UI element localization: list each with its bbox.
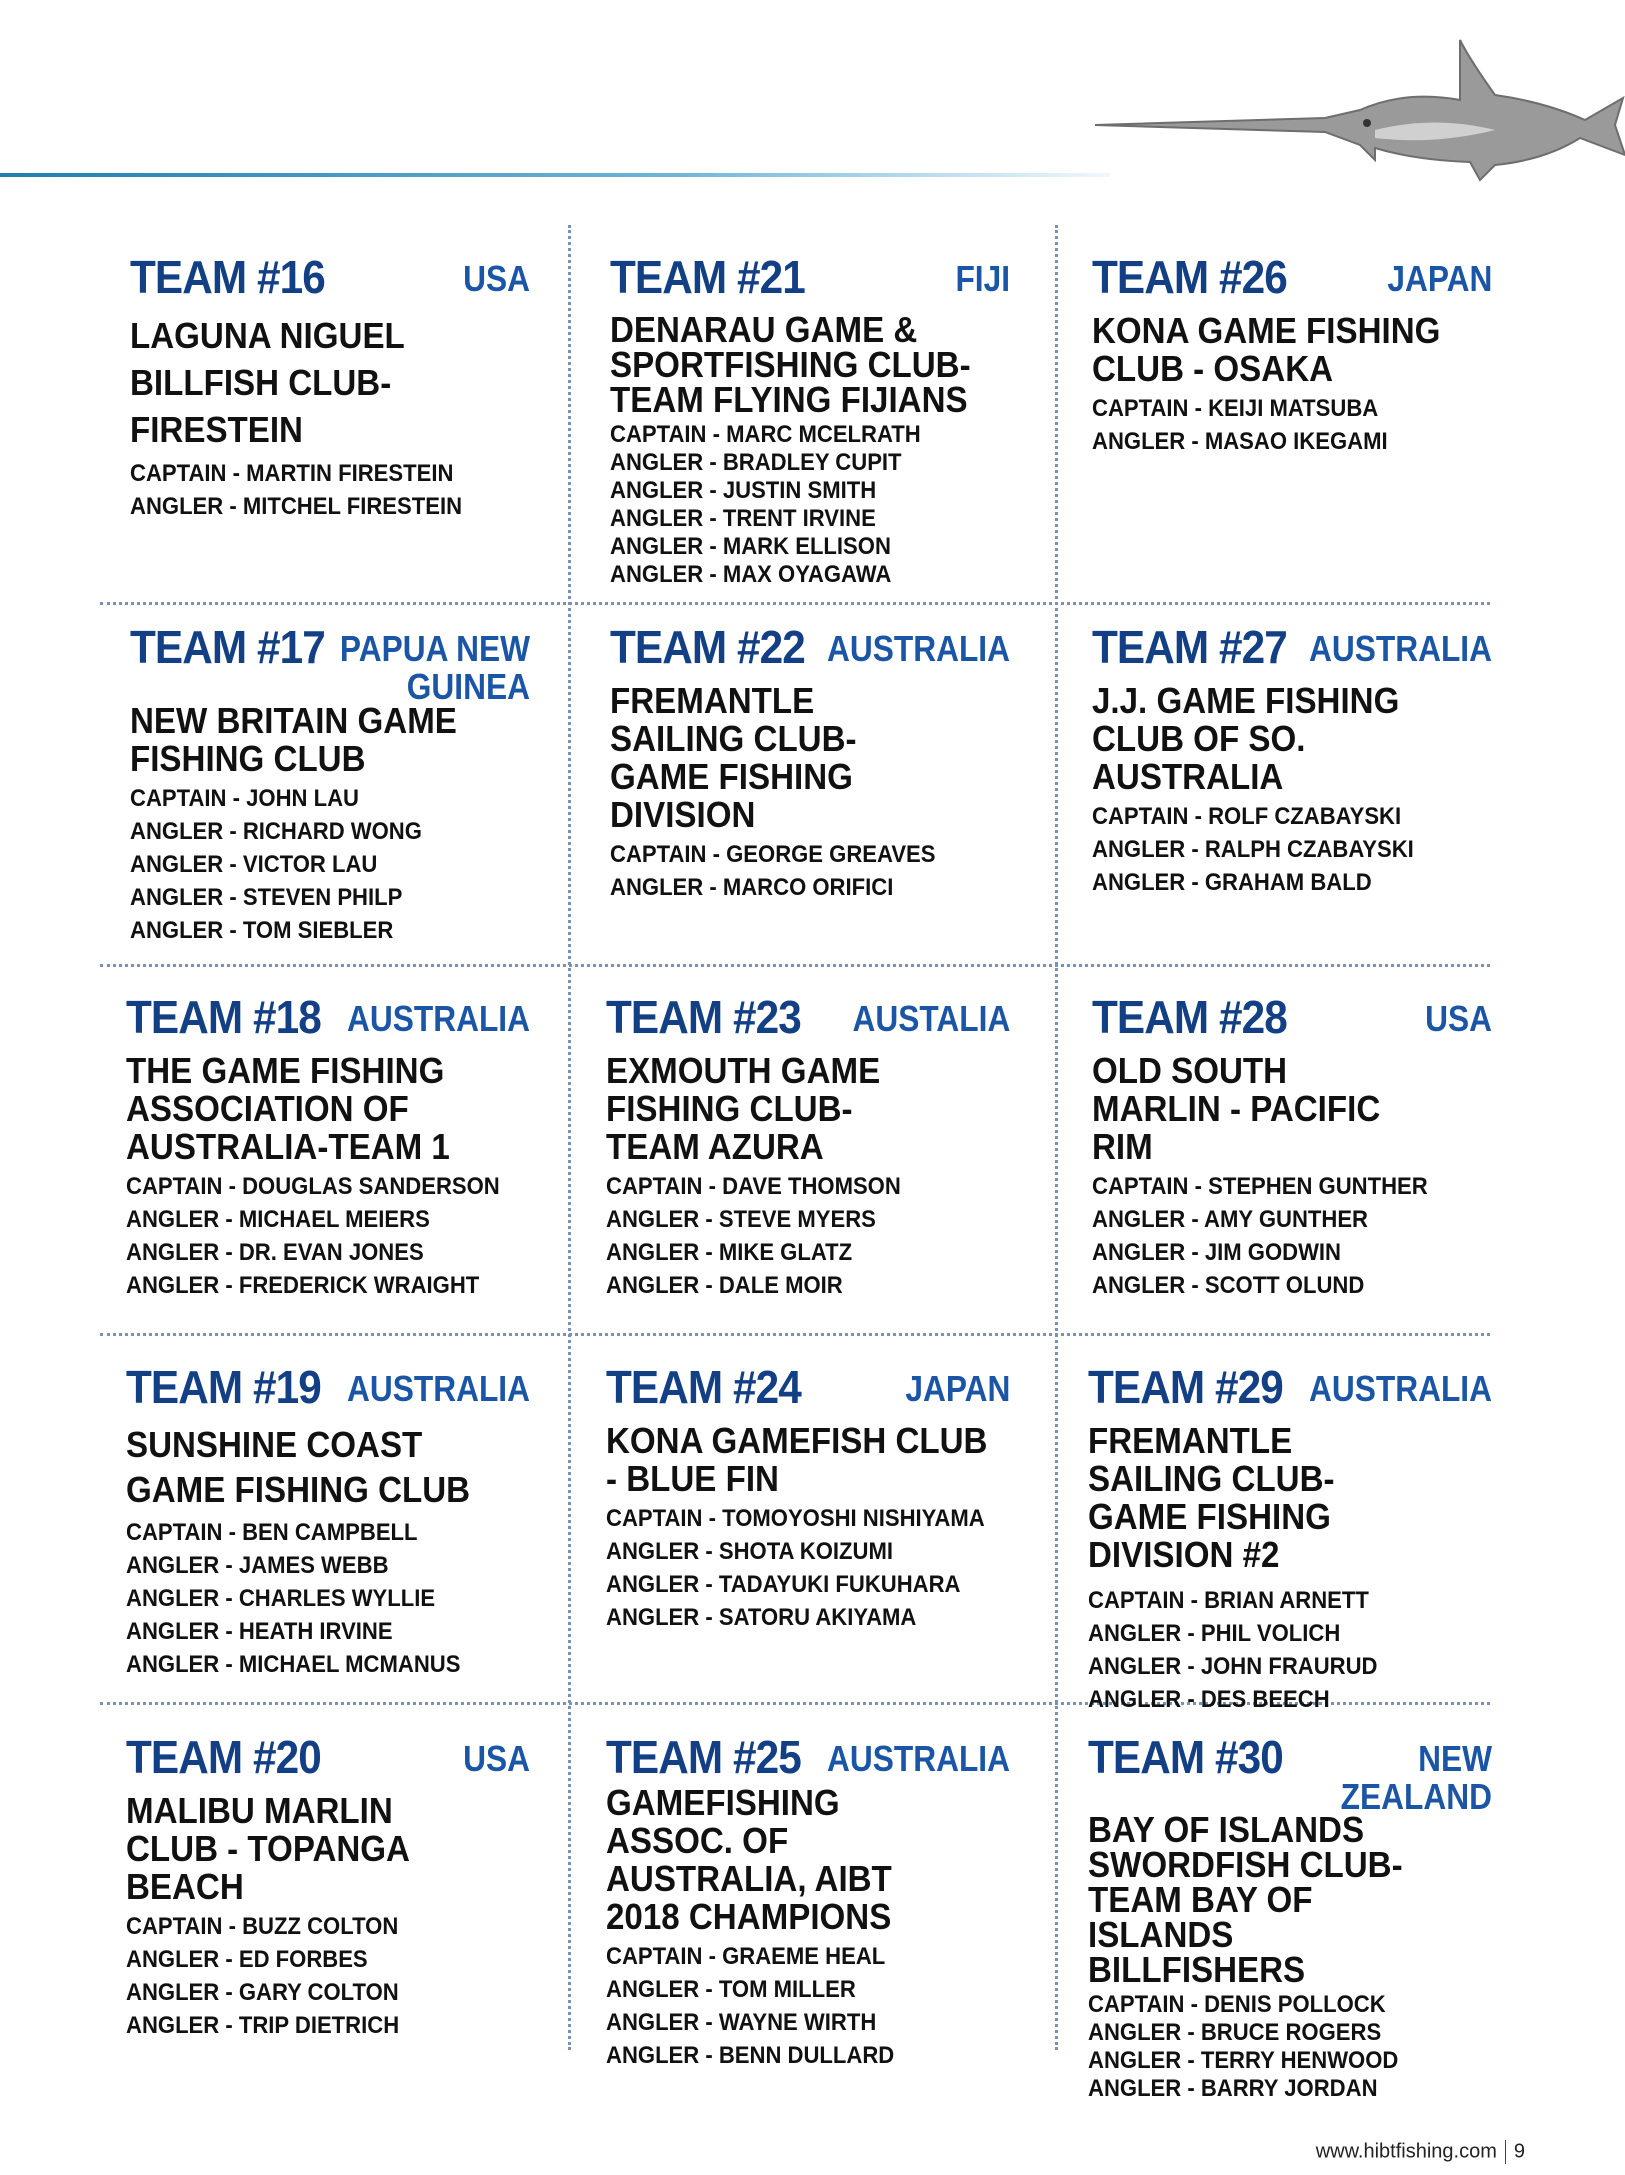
team-member: CAPTAIN - DOUGLAS SANDERSON [126, 1173, 500, 1200]
team-member: ANGLER - VICTOR LAU [130, 851, 378, 878]
team-card [1092, 250, 1492, 600]
team-card [1088, 1730, 1492, 2102]
team-number: TEAM #28 [1092, 991, 1287, 1043]
team-member: ANGLER - TOM SIEBLER [130, 917, 394, 944]
team-member: ANGLER - JAMES WEBB [126, 1552, 389, 1579]
team-member: ANGLER - BARRY JORDAN [1088, 2075, 1378, 2102]
team-member: ANGLER - DR. EVAN JONES [126, 1239, 424, 1266]
team-member: CAPTAIN - KEIJI MATSUBA [1092, 395, 1379, 422]
team-country: FIJI [955, 258, 1010, 299]
team-member: ANGLER - MICHAEL MCMANUS [126, 1651, 461, 1678]
header-rule [0, 173, 1110, 177]
team-number: TEAM #24 [606, 1361, 801, 1413]
team-country: USA [463, 1738, 530, 1779]
team-country: PAPUA NEW GUINEA [339, 628, 530, 707]
team-member: ANGLER - BENN DULLARD [606, 2042, 895, 2069]
team-member: ANGLER - TRENT IRVINE [610, 505, 876, 532]
footer-url: www.hibtfishing.com [1315, 2140, 1497, 2163]
team-country: AUSTALIA [852, 998, 1010, 1039]
team-member: CAPTAIN - MARC MCELRATH [610, 421, 921, 448]
team-country: JAPAN [1386, 258, 1492, 299]
club-name: SUNSHINE COAST GAME FISHING CLUB [126, 1424, 471, 1510]
club-name: MALIBU MARLIN CLUB - TOPANGA BEACH [126, 1790, 409, 1907]
column-divider [568, 225, 571, 2050]
team-card [606, 1730, 1010, 2069]
team-country: USA [463, 258, 530, 299]
team-card [130, 620, 530, 960]
team-member: ANGLER - HEATH IRVINE [126, 1618, 393, 1645]
team-member: ANGLER - DALE MOIR [606, 1272, 843, 1299]
row-divider [100, 964, 1490, 967]
team-card [126, 1730, 530, 2050]
team-country: AUSTRALIA [826, 628, 1010, 669]
team-member: ANGLER - RALPH CZABAYSKI [1092, 836, 1414, 863]
team-member: ANGLER - MICHAEL MEIERS [126, 1206, 430, 1233]
team-number: TEAM #17 [130, 621, 325, 673]
club-name: EXMOUTH GAME FISHING CLUB- TEAM AZURA [606, 1050, 881, 1167]
club-name: THE GAME FISHING ASSOCIATION OF AUSTRALIA-TEAM 1 [126, 1050, 450, 1167]
club-name: FREMANTLE SAILING CLUB- GAME FISHING DIVISION [610, 680, 857, 835]
team-member: ANGLER - STEVEN PHILP [130, 884, 403, 911]
team-country: AUSTRALIA [346, 998, 530, 1039]
club-name: DENARAU GAME & SPORTFISHING CLUB- TEAM FLYING FIJIANS [610, 309, 971, 420]
team-card [606, 990, 1010, 1330]
team-member: ANGLER - MASAO IKEGAMI [1092, 428, 1388, 455]
team-number: TEAM #21 [610, 251, 805, 303]
team-number: TEAM #30 [1088, 1731, 1283, 1783]
team-member: CAPTAIN - DAVE THOMSON [606, 1173, 901, 1200]
team-member: ANGLER - TOM MILLER [606, 1976, 856, 2003]
team-member: ANGLER - CHARLES WYLLIE [126, 1585, 436, 1612]
team-member: ANGLER - JIM GODWIN [1092, 1239, 1342, 1266]
team-country: AUSTRALIA [1308, 628, 1492, 669]
team-member: ANGLER - AMY GUNTHER [1092, 1206, 1368, 1233]
club-name: FREMANTLE SAILING CLUB- GAME FISHING DIVISION #2 [1088, 1420, 1335, 1575]
team-member: ANGLER - GRAHAM BALD [1092, 869, 1372, 896]
team-card [126, 1360, 530, 1700]
team-number: TEAM #26 [1092, 251, 1287, 303]
team-country: NEW ZEALAND [1340, 1738, 1492, 1817]
team-card [1088, 1360, 1492, 1713]
team-number: TEAM #27 [1092, 621, 1287, 673]
team-member: ANGLER - BRADLEY CUPIT [610, 449, 902, 476]
club-name: OLD SOUTH MARLIN - PACIFIC RIM [1092, 1050, 1381, 1167]
column-divider [1055, 225, 1058, 2050]
team-card [610, 620, 1010, 960]
page-footer [1316, 2140, 1525, 2164]
team-member: ANGLER - SCOTT OLUND [1092, 1272, 1365, 1299]
row-divider [100, 602, 1490, 605]
club-name: KONA GAME FISHING CLUB - OSAKA [1092, 310, 1441, 389]
team-member: ANGLER - MARK ELLISON [610, 533, 891, 560]
team-member: ANGLER - ED FORBES [126, 1946, 368, 1973]
team-number: TEAM #16 [130, 251, 325, 303]
team-member: ANGLER - TERRY HENWOOD [1088, 2047, 1399, 2074]
team-member: ANGLER - MAX OYAGAWA [610, 561, 892, 588]
team-number: TEAM #20 [126, 1731, 321, 1783]
team-member: ANGLER - SATORU AKIYAMA [606, 1604, 917, 1631]
team-member: ANGLER - MARCO ORIFICI [610, 874, 894, 901]
team-member: CAPTAIN - GRAEME HEAL [606, 1943, 886, 1970]
team-member: ANGLER - FREDERICK WRAIGHT [126, 1272, 480, 1299]
team-member: ANGLER - TRIP DIETRICH [126, 2012, 400, 2039]
team-country: AUSTRALIA [1308, 1368, 1492, 1409]
team-number: TEAM #18 [126, 991, 321, 1043]
team-member: ANGLER - RICHARD WONG [130, 818, 422, 845]
team-card [1092, 990, 1492, 1330]
team-member: CAPTAIN - MARTIN FIRESTEIN [130, 460, 454, 487]
club-name: NEW BRITAIN GAME FISHING CLUB [130, 700, 457, 779]
team-member: ANGLER - SHOTA KOIZUMI [606, 1538, 894, 1565]
team-card [610, 250, 1010, 600]
team-country: JAPAN [904, 1368, 1010, 1409]
team-member: ANGLER - JOHN FRAURUD [1088, 1653, 1378, 1680]
team-member: ANGLER - DES BEECH [1088, 1686, 1330, 1713]
team-member: ANGLER - WAYNE WIRTH [606, 2009, 877, 2036]
team-member: CAPTAIN - BUZZ COLTON [126, 1913, 399, 1940]
team-country: AUSTRALIA [826, 1738, 1010, 1779]
team-number: TEAM #23 [606, 991, 801, 1043]
team-member: ANGLER - GARY COLTON [126, 1979, 399, 2006]
team-member: CAPTAIN - BEN CAMPBELL [126, 1519, 418, 1546]
team-member: CAPTAIN - GEORGE GREAVES [610, 841, 936, 868]
page-number: 9 [1513, 2140, 1525, 2163]
club-name: KONA GAMEFISH CLUB - BLUE FIN [606, 1420, 988, 1499]
team-country: AUSTRALIA [346, 1368, 530, 1409]
team-card [130, 250, 530, 600]
team-member: ANGLER - MITCHEL FIRESTEIN [130, 493, 463, 520]
marlin-illustration [1075, 20, 1625, 225]
club-name: GAMEFISHING ASSOC. OF AUSTRALIA, AIBT 2018 CHAMPIONS [606, 1782, 892, 1937]
team-member: ANGLER - JUSTIN SMITH [610, 477, 877, 504]
team-member: ANGLER - BRUCE ROGERS [1088, 2019, 1382, 2046]
team-card [126, 990, 530, 1330]
footer-separator [1505, 2140, 1506, 2164]
team-card [606, 1360, 1010, 1700]
team-member: ANGLER - PHIL VOLICH [1088, 1620, 1341, 1647]
team-member: CAPTAIN - ROLF CZABAYSKI [1092, 803, 1402, 830]
team-member: CAPTAIN - STEPHEN GUNTHER [1092, 1173, 1428, 1200]
team-number: TEAM #29 [1088, 1361, 1283, 1413]
row-divider [100, 1333, 1490, 1336]
team-member: CAPTAIN - JOHN LAU [130, 785, 359, 812]
team-number: TEAM #25 [606, 1731, 801, 1783]
team-member: ANGLER - MIKE GLATZ [606, 1239, 853, 1266]
club-name: LAGUNA NIGUEL BILLFISH CLUB-FIRESTEIN [130, 315, 405, 450]
club-name: BAY OF ISLANDS SWORDFISH CLUB- TEAM BAY OF ISLANDS BILLFISHERS [1088, 1809, 1403, 1990]
team-member: CAPTAIN - DENIS POLLOCK [1088, 1991, 1386, 2018]
team-country: USA [1425, 998, 1492, 1039]
team-member: ANGLER - STEVE MYERS [606, 1206, 876, 1233]
team-number: TEAM #19 [126, 1361, 321, 1413]
team-member: ANGLER - TADAYUKI FUKUHARA [606, 1571, 961, 1598]
club-name: J.J. GAME FISHING CLUB OF SO. AUSTRALIA [1092, 680, 1400, 797]
team-member: CAPTAIN - TOMOYOSHI NISHIYAMA [606, 1505, 985, 1532]
team-number: TEAM #22 [610, 621, 805, 673]
teams-grid [100, 225, 1492, 2102]
team-member: CAPTAIN - BRIAN ARNETT [1088, 1587, 1369, 1614]
team-card [1092, 620, 1492, 960]
